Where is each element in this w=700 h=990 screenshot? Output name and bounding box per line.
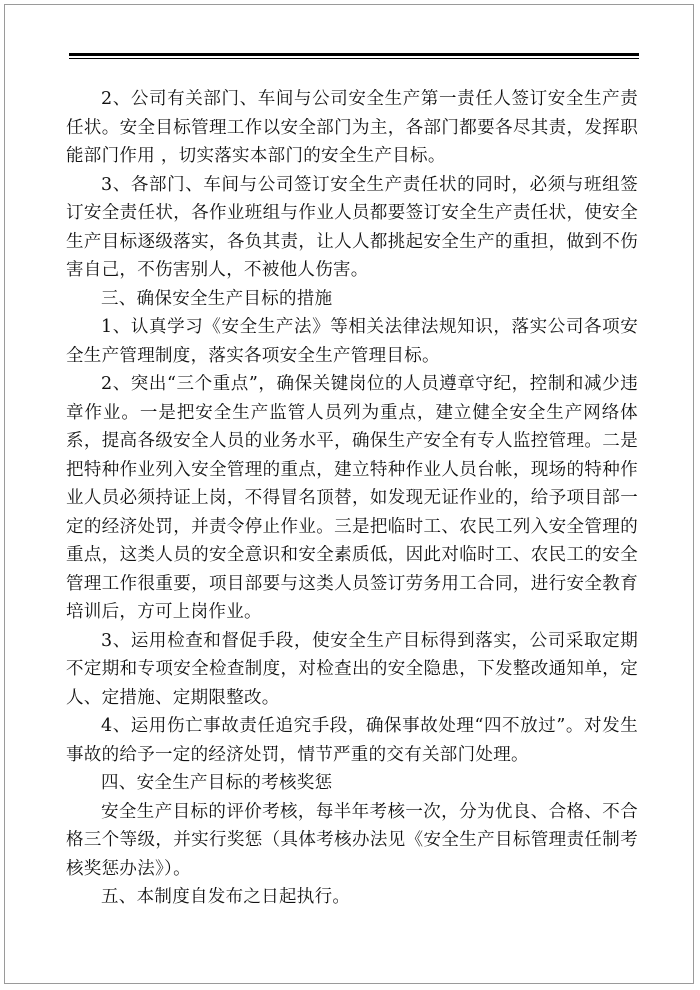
- paragraph-clause-2-responsibility: 2、公司有关部门、车间与公司安全生产第一责任人签订安全生产责任状。安全目标管理工作以安全部门为主，各部门都要各尽其责，发挥职能部门作用 ，切实落实本部门的安全生产目标。: [66, 89, 638, 166]
- document-body: [66, 85, 638, 912]
- section-heading-assessment: 四、安全生产目标的考核奖惩: [101, 773, 333, 793]
- section-heading-effective-date: 五、本制度自发布之日起执行。: [101, 887, 351, 907]
- header-double-rule: [69, 53, 639, 59]
- paragraph-measure-3-inspections: 3、运用检查和督促手段，使安全生产目标得到落实，公司采取定期不定期和专项安全检查制度，对检查出的安全隐患，下发整改通知单，定人、定措施、定期限整改。: [66, 630, 638, 708]
- paragraph-clause-3-team-agreements: 3、各部门、车间与公司签订安全生产责任状的同时，必须与班组签订安全责任状，各作业班组与作业人员都要签订安全生产责任状，使安全生产目标逐级落实，各负其责，让人人都挑起安全生产的重担，做到不伤害自己，不伤害别人，不被他人伤害。: [66, 174, 638, 280]
- section-heading-measures: 三、确保安全生产目标的措施: [101, 288, 333, 309]
- paragraph-assessment-details: 安全生产目标的评价考核，每半年考核一次，分为优良、合格、不合格三个等级，并实行奖惩（具体考核办法见《安全生产目标管理责任制考核奖惩办法》）。: [66, 801, 638, 879]
- paragraph-measure-1-study-law: 1、认真学习《安全生产法》等相关法律法规知识，落实公司各项安全生产管理制度，落实各项安全生产管理目标。: [66, 317, 638, 366]
- paragraph-measure-4-accountability: 4、运用伤亡事故责任追究手段，确保事故处理“四不放过”。对发生事故的给予一定的经济处罚，情节严重的交有关部门处理。: [66, 716, 638, 765]
- header-rule-thick-line: [69, 53, 639, 56]
- header-rule-thin-line: [69, 58, 639, 59]
- paragraph-measure-2-three-priorities: 2、突出“三个重点”，确保关键岗位的人员遵章守纪，控制和减少违章作业。一是把安全生产监管人员列为重点，建立健全安全生产网络体系，提高各级安全人员的业务水平，确保生产安全有专人监控管理。二是把特种作业列入安全管理的重点，建立特种作业人员台帐，现场的特种作业人员必须持证上岗，不得冒名顶替，如发现无证作业的，给予项目部一定的经济处罚，并责令停止作业。三是把临时工、农民工列入安全管理的重点，这类人员的安全意识和安全素质低，因此对临时工、农民工的安全管理工作很重要，项目部要与这类人员签订劳务用工合同，进行安全教育培训后，方可上岗作业。: [66, 374, 638, 622]
